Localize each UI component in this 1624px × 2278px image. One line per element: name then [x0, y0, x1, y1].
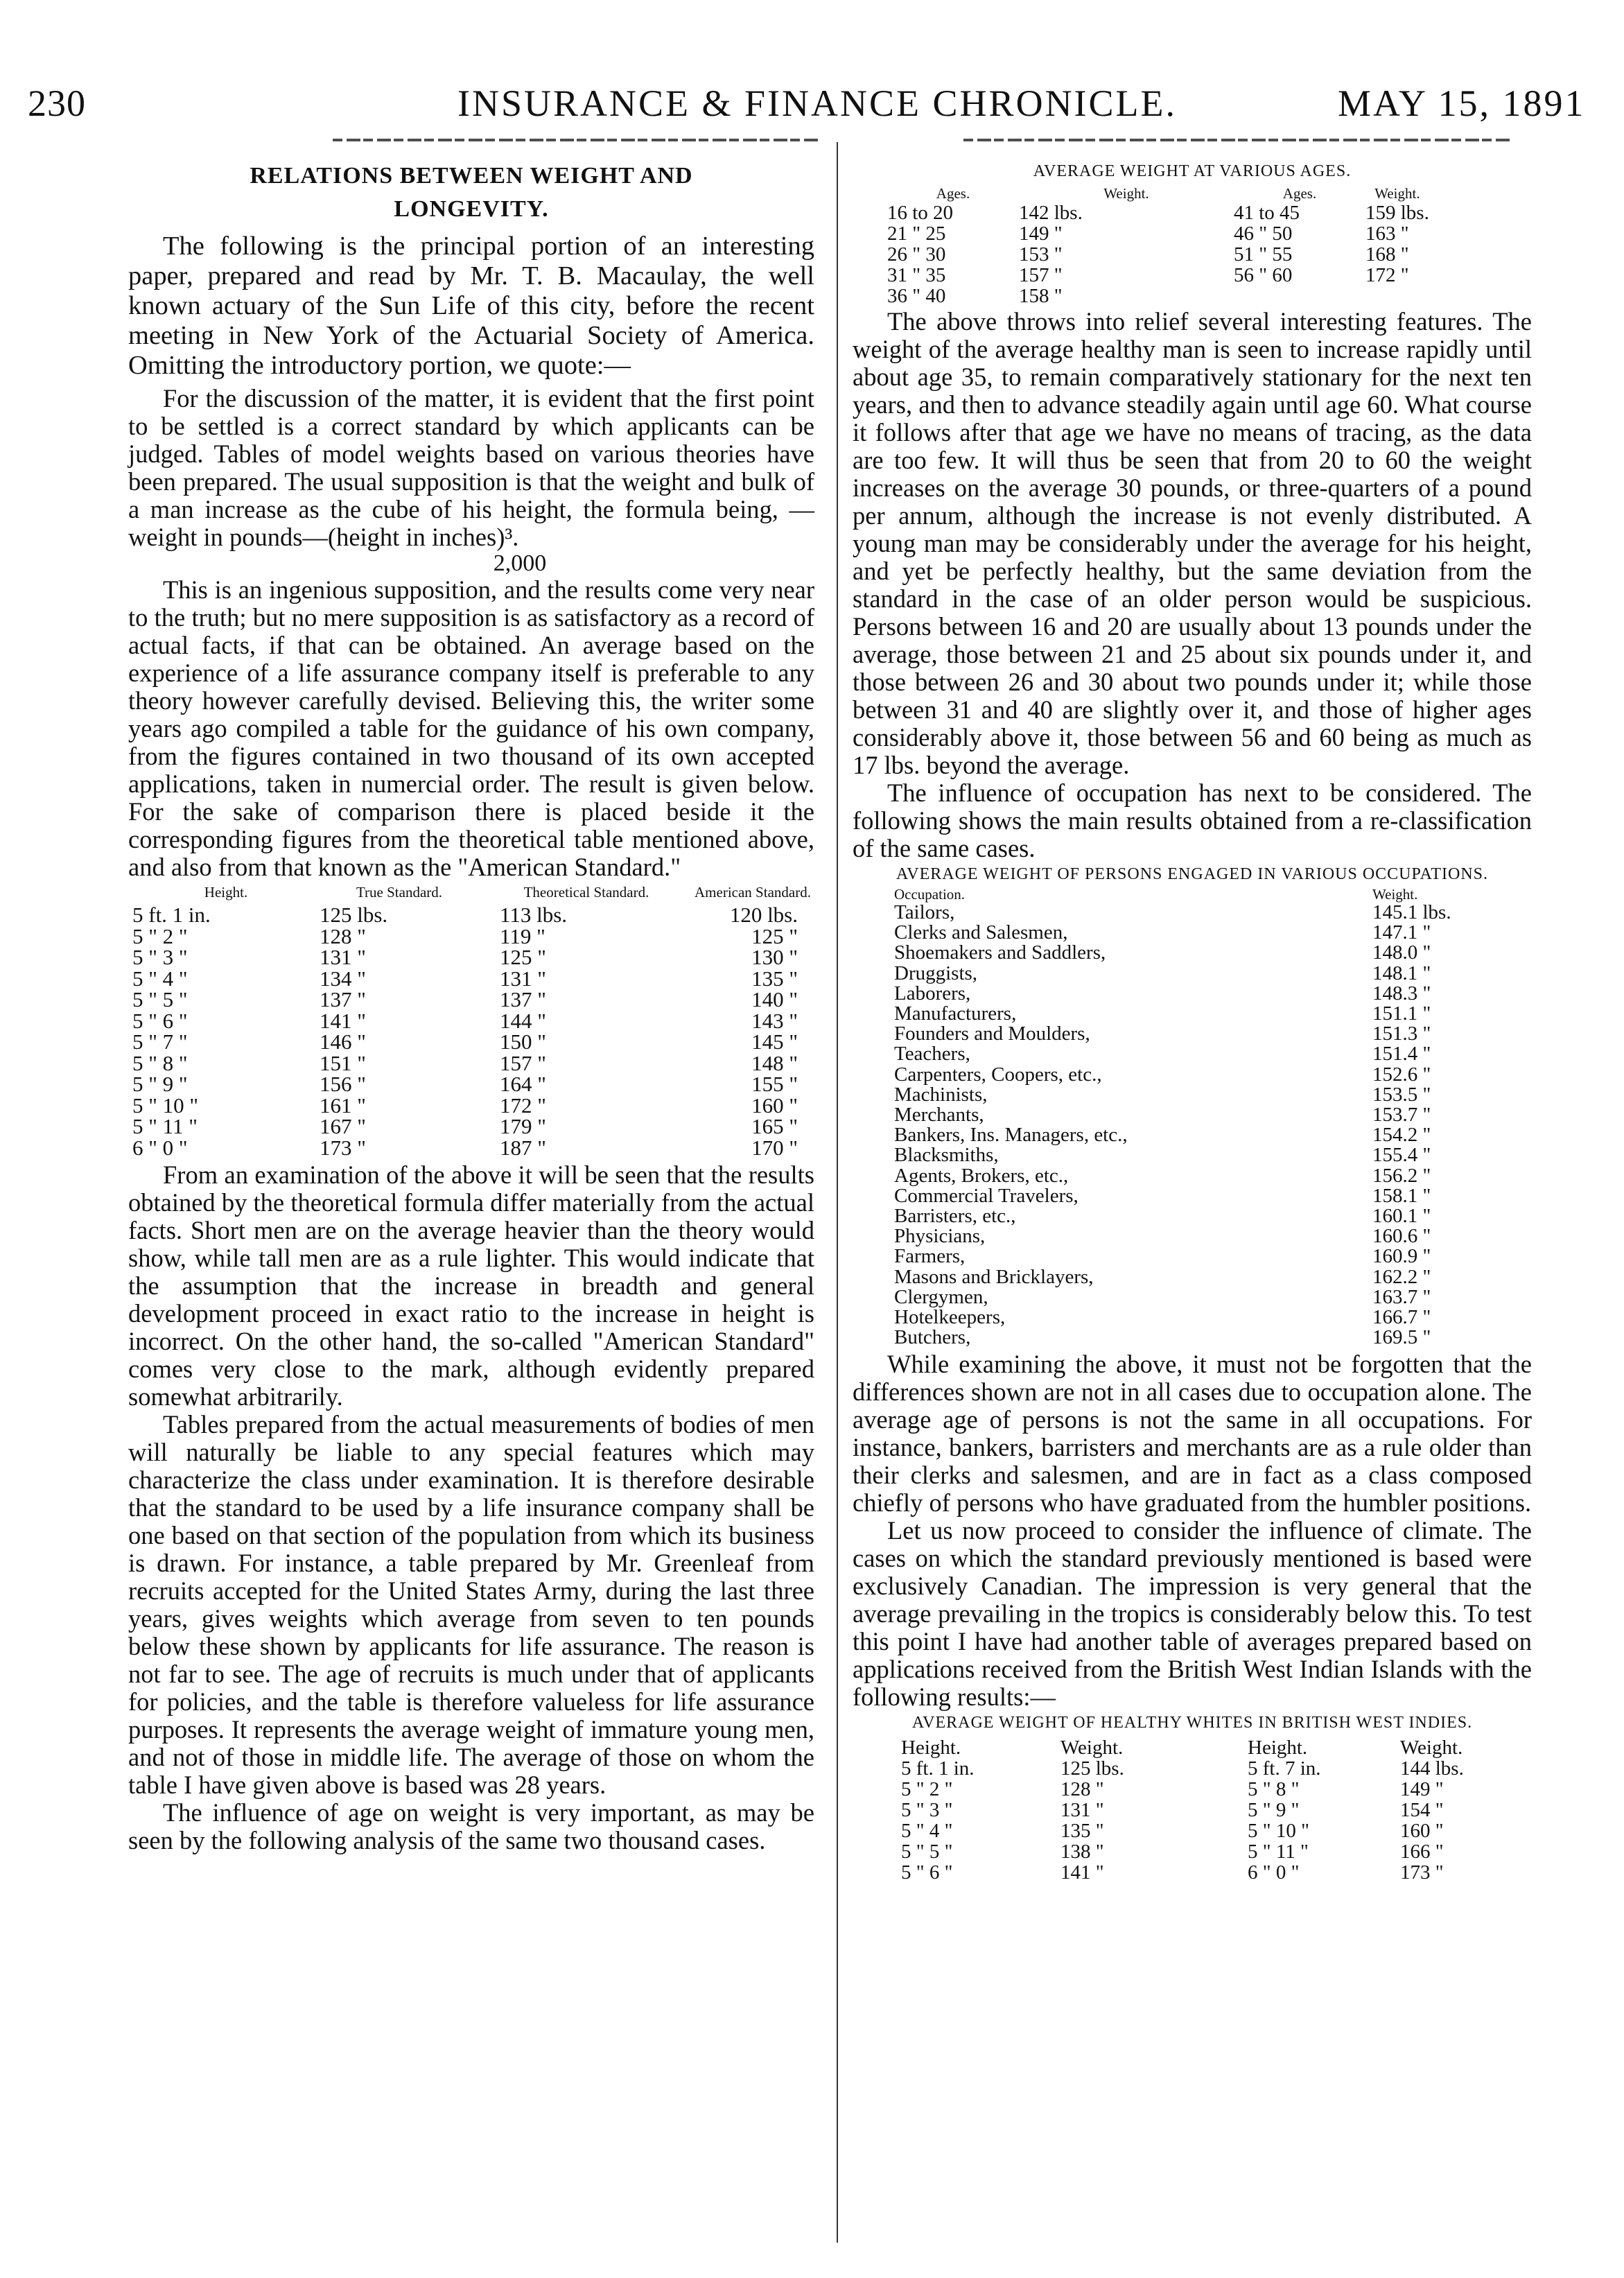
height-table-row-cell: 5 " 6 "	[132, 1008, 188, 1033]
occupation-table-row-cell: 151.1 "	[1372, 1002, 1431, 1025]
occupation-table-row-cell: 160.1 "	[1372, 1205, 1431, 1228]
west-indies-table-row-cell: 131 "	[1060, 1799, 1104, 1822]
height-table-row	[132, 1116, 812, 1138]
occupation-table-row-cell: 158.1 "	[1372, 1184, 1431, 1207]
occupation-table-row-cell: 151.4 "	[1372, 1043, 1431, 1066]
occupation-table-row	[894, 1065, 1490, 1085]
west-indies-table-row	[901, 1862, 1497, 1883]
west-indies-table-row-cell: 125 lbs.	[1060, 1757, 1124, 1780]
paragraph-examining: While examining the above, it must not be forgotten that the differences shown are not in all cases due to occupation alone. The average age of persons is not the same in all occupations. For instance, bankers, barristers and merchants are as a rule older than their clerks and salesmen, and are in fact as a class composed chiefly of persons who have graduated from the humbler positions.	[853, 1350, 1532, 1518]
height-table-row-cell: 5 " 9 "	[132, 1072, 188, 1096]
paragraph-occupation-intro: The influence of occupation has next to be considered. The following shows the main results obtained from a re-classification of the same cases.	[853, 779, 1532, 862]
ages-table-row-cell: 153 "	[1019, 243, 1063, 266]
height-table-row	[132, 1138, 812, 1159]
article-title	[128, 159, 814, 226]
wi-header-weight-2: Weight.	[1400, 1737, 1463, 1759]
height-table-row-cell: 130 "	[751, 945, 798, 969]
occupation-table-row-cell: 166.7 "	[1372, 1306, 1431, 1329]
west-indies-table-title: AVERAGE WEIGHT OF HEALTHY WHITES IN BRITISH WEST INDIES.	[911, 1714, 1473, 1732]
west-indies-table	[901, 1737, 1497, 1883]
occupation-table-row	[894, 1044, 1490, 1064]
occupation-table-row	[894, 903, 1490, 923]
height-table-row-cell: 5 " 11 "	[132, 1114, 198, 1138]
occupation-table-row-cell: 160.9 "	[1372, 1245, 1431, 1268]
height-table-row-cell: 160 "	[751, 1093, 798, 1118]
west-indies-table-row-cell: 5 " 2 "	[901, 1778, 953, 1801]
ages-table-row-cell: 36 " 40	[887, 285, 946, 307]
height-table-row-cell: 137 "	[500, 987, 546, 1011]
west-indies-table-row-cell: 5 " 10 "	[1248, 1820, 1309, 1843]
west-indies-table-row-cell: 166 "	[1400, 1841, 1444, 1863]
ages-table-row-cell: 51 " 55	[1234, 243, 1293, 266]
height-table-row	[132, 1074, 812, 1095]
height-table-row-cell: 131 "	[320, 945, 366, 969]
occ-header-occupation: Occupation.	[894, 886, 966, 903]
occupation-table-row-cell: 153.7 "	[1372, 1104, 1431, 1127]
occupation-table-row-cell: Blacksmiths,	[894, 1144, 999, 1167]
height-table-row-cell: 141 "	[320, 1008, 366, 1033]
occupation-table-row-cell: Bankers, Ins. Managers, etc.,	[894, 1124, 1128, 1147]
occupation-table-row-cell: Barristers, etc.,	[894, 1205, 1016, 1228]
occupation-table-row-cell: Commercial Travelers,	[894, 1184, 1079, 1207]
ages-table-row-cell: 21 " 25	[887, 223, 946, 245]
height-table-row-cell: 170 "	[751, 1135, 798, 1160]
height-table-row-cell: 120 lbs.	[729, 903, 798, 927]
height-table-row	[132, 989, 812, 1011]
intro-paragraph: The following is the principal portion of an interesting paper, prepared and read by Mr. T. B. Macaulay, the well known actuary of the Sun Life of this city, before the recent meeting in New York of the Actuarial Society of America. Omitting the introductory portion, we quote:—	[128, 232, 814, 380]
occupation-table-row-cell: 155.4 "	[1372, 1144, 1431, 1167]
west-indies-table-row-cell: 5 " 8 "	[1248, 1778, 1300, 1801]
ages-table-row-cell: 163 "	[1365, 223, 1409, 245]
ages-table-row	[887, 223, 1429, 244]
occupation-table-row	[894, 1125, 1490, 1145]
occupation-table-row-cell: Masons and Bricklayers,	[894, 1265, 1094, 1288]
west-indies-table-row-cell: 5 " 4 "	[901, 1820, 953, 1843]
west-indies-table-row-cell: 144 lbs.	[1400, 1757, 1464, 1780]
ages-table-row-cell: 31 " 35	[887, 264, 946, 286]
occupation-table-row-cell: 163.7 "	[1372, 1285, 1431, 1308]
paragraph-ingenious: This is an ingenious supposition, and the results come very near to the truth; but no mere supposition is as satisfactory as a record of actual facts, if that can be obtained. An average based on the experience of a life assurance company itself is preferable to any theory however carefully devised. Believing this, the writer some years ago compiled a table for the guidance of his own company, from the figures contained in two thousand of its own accepted applications, taken in numercial order. The result is given below. For the sake of comparison there is placed beside it the corresponding figures from the theoretical table mentioned above, and also from that known as the "American Standard."	[128, 575, 814, 881]
occupation-table-row-cell: 156.2 "	[1372, 1164, 1431, 1187]
occupation-table-row	[894, 1246, 1490, 1267]
ages-table-row-cell: 159 lbs.	[1365, 202, 1429, 224]
height-table-row-cell: 5 " 3 "	[132, 945, 188, 969]
header-rule-right	[963, 139, 1511, 141]
ages-table-row	[887, 286, 1429, 306]
occupation-table-row-cell: 169.5 "	[1372, 1326, 1431, 1349]
occupation-table-row-cell: 145.1 lbs.	[1372, 901, 1451, 923]
ages-table-row-cell: 41 to 45	[1234, 202, 1300, 224]
occupation-table-row	[894, 1085, 1490, 1105]
left-column	[128, 159, 814, 1854]
ages-table-row-cell: 56 " 60	[1234, 264, 1293, 286]
west-indies-table-row	[901, 1841, 1497, 1862]
height-table-row	[132, 1095, 812, 1117]
height-table-row-cell: 134 "	[320, 966, 366, 991]
occupation-table-row-cell: Physicians,	[894, 1225, 986, 1248]
column-divider	[837, 142, 838, 2243]
col-header-true-standard: True Standard.	[356, 884, 443, 901]
ages-table-row	[887, 202, 1429, 223]
height-table-row-cell: 146 "	[320, 1029, 366, 1054]
west-indies-table-row	[901, 1820, 1497, 1841]
ages-table-row-cell: 172 "	[1365, 264, 1409, 286]
height-table-row-cell: 113 lbs.	[500, 903, 568, 927]
ages-table-row-cell: 26 " 30	[887, 243, 946, 266]
height-table-row	[132, 1032, 812, 1053]
paragraph-standard: For the discussion of the matter, it is evident that the first point to be settled is a correct standard by which applicants can be judged. Tables of model weights based on various theories have been prepared. The usual supposition is that the weight and bulk of a man increase as the cube of his height, the formula being, —weight in pounds—(height in inches)³.	[128, 384, 814, 551]
height-table-row-cell: 125 lbs.	[320, 903, 388, 927]
west-indies-table-row	[901, 1758, 1497, 1779]
ages-header-ages-2: Ages.	[1282, 185, 1317, 202]
west-indies-table-row-cell: 128 "	[1060, 1778, 1104, 1801]
height-table-row-cell: 137 "	[320, 987, 366, 1011]
west-indies-table-row-cell: 173 "	[1400, 1861, 1444, 1884]
occupation-table-row	[894, 1226, 1490, 1246]
occupation-table-row-cell: 148.3 "	[1372, 982, 1431, 1005]
height-table-row	[132, 947, 812, 968]
page-number: 230	[28, 82, 86, 124]
occupation-table-row-cell: 160.6 "	[1372, 1225, 1431, 1248]
height-table-row-cell: 157 "	[500, 1050, 546, 1075]
ages-table-row-cell: 158 "	[1019, 285, 1063, 307]
height-table-row	[132, 968, 812, 990]
occupation-table-row	[894, 964, 1490, 984]
occupation-table-row-cell: 153.5 "	[1372, 1083, 1431, 1106]
west-indies-table-row-cell: 5 " 3 "	[901, 1799, 953, 1822]
col-header-height: Height.	[204, 884, 248, 901]
occupation-table-row-cell: Druggists,	[894, 962, 978, 984]
height-table-row-cell: 164 "	[500, 1072, 546, 1096]
paragraph-climate: Let us now proceed to consider the influence of climate. The cases on which the standard previously mentioned is based were exclusively Canadian. The impression is very general that the average prevailing in the tropics is considerably below this. To test this point I have had another table of averages prepared based on applications received from the British West Indian Islands with the following results:—	[853, 1516, 1532, 1712]
ages-table-row	[887, 244, 1429, 265]
occupation-rows	[894, 903, 1490, 1348]
height-table-row-cell: 5 " 2 "	[132, 923, 188, 948]
height-table-row-cell: 155 "	[751, 1072, 798, 1096]
height-table-row-cell: 5 " 5 "	[132, 987, 188, 1011]
article-title-line-1: RELATIONS BETWEEN WEIGHT AND	[250, 163, 693, 189]
west-indies-table-row-cell: 160 "	[1400, 1820, 1444, 1843]
occupation-table-row-cell: 148.0 "	[1372, 941, 1431, 964]
west-indies-table-row-cell: 141 "	[1060, 1861, 1104, 1884]
occupation-table-row-cell: Teachers,	[894, 1043, 970, 1066]
height-weight-table	[132, 884, 812, 1158]
occupation-table-row	[894, 1206, 1490, 1226]
occupation-table-row	[894, 1328, 1490, 1348]
height-table-row-cell: 145 "	[751, 1029, 798, 1054]
height-table-row-cell: 179 "	[500, 1114, 546, 1138]
west-indies-table-row-cell: 135 "	[1060, 1820, 1104, 1843]
ages-table-row-cell: 157 "	[1019, 264, 1063, 286]
occupation-table-row-cell: Carpenters, Coopers, etc.,	[894, 1063, 1102, 1086]
occupation-table-row-cell: Clergymen,	[894, 1285, 988, 1308]
occupation-table-row-cell: Laborers,	[894, 982, 971, 1005]
west-indies-rows	[901, 1758, 1497, 1883]
height-table-row-cell: 5 ft. 1 in.	[132, 903, 211, 927]
height-table-row-cell: 156 "	[320, 1072, 366, 1096]
height-table-row-cell: 173 "	[320, 1135, 366, 1160]
height-table-row-cell: 165 "	[751, 1114, 798, 1138]
occupation-table-row	[894, 1024, 1490, 1044]
ages-table-title: AVERAGE WEIGHT AT VARIOUS AGES.	[1033, 162, 1352, 180]
ages-table-row-cell	[1234, 286, 1365, 306]
height-table-row	[132, 1011, 812, 1032]
occupation-table-row-cell: Tailors,	[894, 901, 955, 923]
occupation-table-row-cell: Merchants,	[894, 1104, 984, 1127]
west-indies-table-row-cell: 5 " 9 "	[1248, 1799, 1300, 1822]
occupation-table-row-cell: Farmers,	[894, 1245, 966, 1268]
height-table-row-cell: 131 "	[500, 966, 546, 991]
west-indies-table-row-cell: 5 ft. 7 in.	[1248, 1757, 1321, 1780]
paragraph-age-influence: The influence of age on weight is very important, as may be seen by the following analysis of the same two thousand cases.	[128, 1798, 814, 1854]
west-indies-table-row-cell: 5 ft. 1 in.	[901, 1757, 975, 1780]
height-table-row-cell: 5 " 8 "	[132, 1050, 188, 1075]
west-indies-table-row-cell: 6 " 0 "	[1248, 1861, 1300, 1884]
ages-table-row-cell: 16 to 20	[887, 202, 954, 224]
occupation-table-row	[894, 1287, 1490, 1307]
height-table-row-cell: 143 "	[751, 1008, 798, 1033]
height-table-row	[132, 1053, 812, 1075]
occupation-table-row-cell: 148.1 "	[1372, 962, 1431, 984]
height-table-row-cell: 6 " 0 "	[132, 1135, 188, 1160]
header-rule-left	[333, 139, 818, 141]
paragraph-tables-prepared: Tables prepared from the actual measurements of bodies of men will naturally be liable to any special features which may characterize the class under examination. It is therefore desirable that the standard to be used by a life insurance company shall be one based on that section of the population from which its business is drawn. For instance, a table prepared by Mr. Greenleaf from recruits accepted for the United States Army, during the last three years, gives weights which average from seven to ten pounds below these shown by applicants for life assurance. The reason is not far to see. The age of recruits is much under that of applicants for policies, and the table is therefore valueless for life assurance purposes. It represents the average weight of immature young men, and not of those in middle life. The average of those on whom the table I have given above is based was 28 years.	[128, 1410, 814, 1799]
height-table-row-cell: 5 " 7 "	[132, 1029, 188, 1054]
ages-table-row-cell: 46 " 50	[1234, 223, 1293, 245]
height-table-row-cell: 167 "	[320, 1114, 366, 1138]
ages-header-weight-2: Weight.	[1374, 185, 1420, 202]
occupation-table-row	[894, 1186, 1490, 1206]
ages-header-ages-1: Ages.	[936, 185, 970, 202]
occupation-table-row-cell: Shoemakers and Saddlers,	[894, 941, 1106, 964]
height-table-row-cell: 140 "	[751, 987, 798, 1011]
occupation-table-row-cell: Butchers,	[894, 1326, 971, 1349]
occupation-table-row	[894, 1166, 1490, 1186]
height-weight-rows	[132, 905, 812, 1158]
occupation-table-row-cell: Founders and Moulders,	[894, 1023, 1090, 1045]
occupation-table-title: AVERAGE WEIGHT OF PERSONS ENGAGED IN VARIOUS OCCUPATIONS.	[896, 865, 1488, 883]
paragraph-relief: The above throws into relief several interesting features. The weight of the average healthy man is seen to increase rapidly until about age 35, to remain comparatively stationary for the next ten years, and then to advance steadily again until age 60. What course it follows after that age we have no means of tracing, as the data are too few. It will thus be seen that from 20 to 60 the weight increases on the average 30 pounds, or three-quarters of a pound per annum, although the increase is not evenly distributed. A young man may be considerably under the average for his height, and yet be perfectly healthy, but the same deviation from the standard in the case of an older person would be suspicious. Persons between 16 and 20 are usually about 13 pounds under the average, those between 21 and 25 about six pounds under it, and those between 26 and 30 about two pounds under it; while those between 31 and 40 are slightly over it, and those of higher ages considerably above it, those between 56 and 60 being as much as 17 lbs. beyond the average.	[853, 307, 1532, 779]
occupation-table-row-cell: 152.6 "	[1372, 1063, 1431, 1086]
occupation-table-row-cell: Manufacturers,	[894, 1002, 1017, 1025]
col-header-theoretical-standard: Theoretical Standard.	[523, 884, 649, 901]
height-table-row-cell: 128 "	[320, 923, 366, 948]
occupation-table-row	[894, 1105, 1490, 1125]
west-indies-table-row	[901, 1800, 1497, 1820]
occupation-table-row	[894, 1267, 1490, 1287]
issue-date: MAY 15, 1891	[1338, 82, 1586, 124]
west-indies-table-row-cell: 154 "	[1400, 1799, 1444, 1822]
height-table-row-cell: 172 "	[500, 1093, 546, 1118]
height-table-row-cell: 125 "	[751, 923, 798, 948]
height-table-row-cell: 151 "	[320, 1050, 366, 1075]
west-indies-table-row-cell: 5 " 6 "	[901, 1861, 953, 1884]
height-table-row-cell: 161 "	[320, 1093, 366, 1118]
occupation-table-row	[894, 984, 1490, 1004]
height-table-row-cell: 150 "	[500, 1029, 546, 1054]
ages-table	[887, 184, 1429, 306]
height-table-row-cell: 5 " 4 "	[132, 966, 188, 991]
height-table-row-cell: 5 " 10 "	[132, 1093, 199, 1118]
wi-header-height-1: Height.	[901, 1737, 961, 1759]
height-table-row-cell: 144 "	[500, 1008, 546, 1033]
height-table-row-cell: 125 "	[500, 945, 546, 969]
wi-header-weight-1: Weight.	[1060, 1737, 1124, 1759]
occupation-table-row	[894, 1307, 1490, 1328]
occupation-table-row-cell: 151.3 "	[1372, 1023, 1431, 1045]
height-table-row	[132, 926, 812, 948]
occupation-table-row-cell: Hotelkeepers,	[894, 1306, 1006, 1329]
occupation-table-row-cell: 154.2 "	[1372, 1124, 1431, 1147]
west-indies-table-row-cell: 5 " 11 "	[1248, 1841, 1309, 1863]
ages-table-row	[887, 265, 1429, 286]
height-table-row-cell: 148 "	[751, 1050, 798, 1075]
ages-table-row-cell: 142 lbs.	[1019, 202, 1083, 224]
ages-table-row-cell: 168 "	[1365, 243, 1409, 266]
height-table-row-cell: 187 "	[500, 1135, 546, 1160]
occupation-table-row-cell: 162.2 "	[1372, 1265, 1431, 1288]
height-table-row	[132, 905, 812, 926]
ages-table-row-cell: 149 "	[1019, 223, 1063, 245]
publication-title: INSURANCE & FINANCE CHRONICLE.	[457, 82, 1178, 124]
occupation-table-row	[894, 1145, 1490, 1165]
occupation-table-row	[894, 943, 1490, 963]
occupation-table-row-cell: 147.1 "	[1372, 921, 1431, 944]
article-title-line-2: LONGEVITY.	[394, 196, 549, 222]
right-column	[853, 159, 1532, 1883]
occupation-table-row	[894, 1004, 1490, 1024]
occ-header-weight: Weight.	[1372, 886, 1418, 903]
height-table-row-cell: 135 "	[751, 966, 798, 991]
ages-table-row-cell	[1365, 286, 1429, 306]
wi-header-height-2: Height.	[1248, 1737, 1308, 1759]
occupation-table-row-cell: Clerks and Salesmen,	[894, 921, 1068, 944]
paragraph-examination: From an examination of the above it will be seen that the results obtained by the theoretical formula differ materially from the actual facts. Short men are on the average heavier than the theory would show, while tall men are as a rule lighter. This would indicate that the assumption that the increase in breadth and general development proceed in exact ratio to the increase in height is incorrect. On the other hand, the so-called "American Standard" comes very close to the mark, although evidently prepared somewhat arbitrarily.	[128, 1160, 814, 1411]
west-indies-table-row-cell: 138 "	[1060, 1841, 1104, 1863]
ages-header-weight-1: Weight.	[1103, 185, 1149, 202]
ages-rows	[887, 202, 1429, 306]
occupation-table-row-cell: Agents, Brokers, etc.,	[894, 1164, 1069, 1187]
west-indies-table-row-cell: 149 "	[1400, 1778, 1444, 1801]
occupation-table	[894, 886, 1490, 1348]
occupation-table-row-cell: Machinists,	[894, 1083, 988, 1106]
west-indies-table-row-cell: 5 " 5 "	[901, 1841, 953, 1863]
west-indies-table-row	[901, 1779, 1497, 1800]
col-header-american-standard: American Standard.	[695, 884, 811, 901]
height-table-row-cell: 119 "	[500, 923, 545, 948]
occupation-table-row	[894, 923, 1490, 943]
formula-denominator: 2,000	[493, 550, 547, 576]
